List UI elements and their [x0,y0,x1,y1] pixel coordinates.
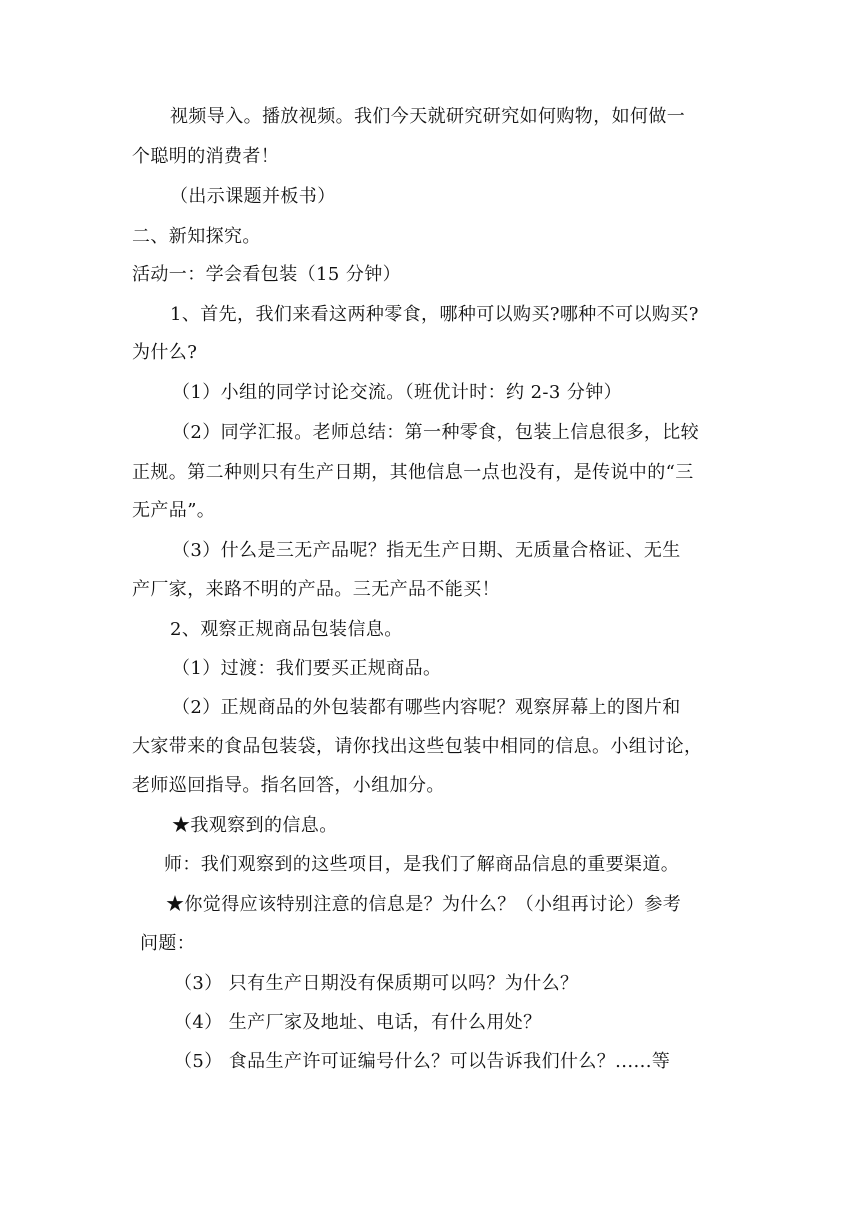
activity-heading: 活动一：学会看包装（15 分钟） [132,264,402,285]
text-line: 个聪明的消费者！ [132,146,280,167]
section-heading: 二、新知探究。 [132,226,261,247]
text-line: 1、首先，我们来看这两种零食，哪种可以购买?哪种不可以购买? [170,304,699,325]
text-line: ★你觉得应该特别注意的信息是？为什么？（小组再讨论）参考 [166,894,682,915]
question-line: （5） 食品生产许可证编号什么？可以告诉我们什么？......等 [174,1051,671,1072]
text-line: 问题： [140,933,196,954]
text-line: 老师巡回指导。指名回答，小组加分。 [132,775,445,796]
text-line: （3）什么是三无产品呢？指无生产日期、无质量合格证、无生 [172,540,681,561]
text-line: 产厂家，来路不明的产品。三无产品不能买！ [132,579,500,600]
text-line: （2）同学汇报。老师总结：第一种零食，包装上信息很多，比较 [172,422,700,443]
text-line: （1）小组的同学讨论交流。（班优计时：约 2-3 分钟） [172,382,623,403]
question-line: （3） 只有生产日期没有保质期可以吗？为什么？ [174,973,579,994]
text-line: 为什么? [132,342,198,363]
text-line: 正规。第二种则只有生产日期，其他信息一点也没有，是传说中的“三 [132,462,694,483]
text-line: ★我观察到的信息。 [172,815,338,836]
text-line: 无产品”。 [132,500,216,521]
text-line: （出示课题并板书） [170,186,336,207]
text-line: 大家带来的食品包装袋，请你找出这些包装中相同的信息。小组讨论， [132,736,703,757]
text-line: 2、观察正规商品包装信息。 [170,619,403,640]
question-line: （4） 生产厂家及地址、电话，有什么用处？ [174,1012,542,1033]
text-line: （2）正规商品的外包装都有哪些内容呢？观察屏幕上的图片和 [172,697,681,718]
text-line: 师：我们观察到的这些项目，是我们了解商品信息的重要渠道。 [164,854,680,875]
text-line: 视频导入。播放视频。我们今天就研究研究如何购物，如何做一 [170,106,686,127]
text-line: （1）过渡：我们要买正规商品。 [172,658,442,679]
